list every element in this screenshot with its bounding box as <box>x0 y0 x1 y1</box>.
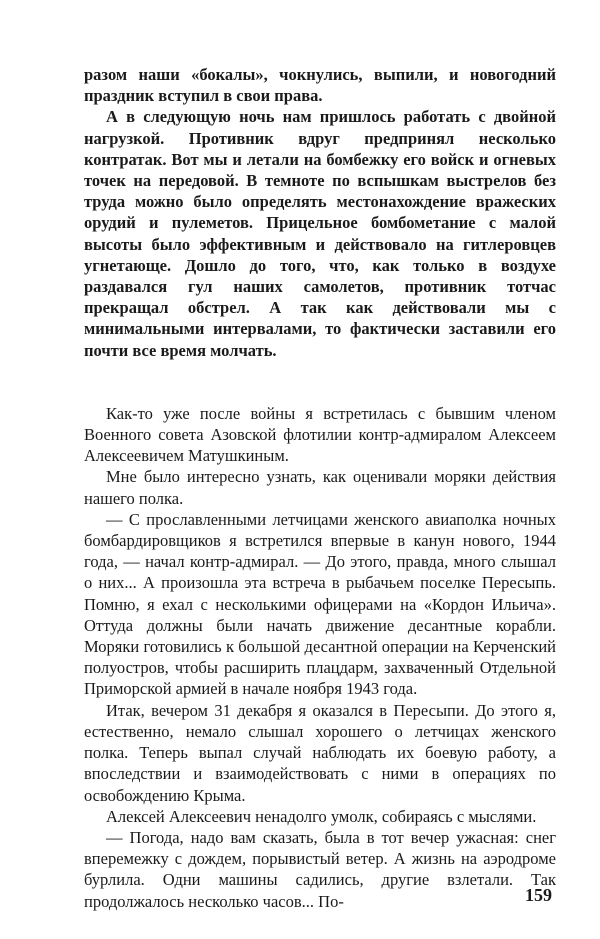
paragraph: — Погода, надо вам сказать, была в тот вечер ужасная: снег вперемежку с дождем, порывистый ветер. А жизнь на аэродроме бурлила. Одни машины садились, другие взлетали. Так продолжалось несколько часов... По- <box>84 827 556 911</box>
page-text <box>84 64 556 912</box>
paragraph: Как-то уже после войны я встретилась с бывшим членом Военного совета Азовской флотилии контр-адмиралом Алексеем Алексеевичем Матушкиным. <box>84 403 556 466</box>
paragraph: А в следующую ночь нам пришлось работать с двойной нагрузкой. Противник вдруг предпринял несколько контратак. Вот мы и летали на бомбежку его войск и огневых точек на передовой. В темноте по вспышкам выстрелов без труда можно было определять местонахождение вражеских орудий и пулеметов. Прицельное бомбометание с малой высоты было эффективным и действовало на гитлеровцев угнетающе. Дошло до того, что, как только в воздухе раздавался гул наших самолетов, противник тотчас прекращал обстрел. А так как действовали мы с минимальными интервалами, то фактически заставили его почти все время молчать. <box>84 107 556 360</box>
paragraph: — С прославленными летчицами женского авиаполка ночных бомбардировщиков я встретился впервые в канун нового, 1944 года, — начал контр-адмирал. — До этого, правда, много слышал о них... А произошла эта встреча в рыбачьем поселке Пересыпь. Помню, я ехал с несколькими офицерами на «Кордон Ильича». Оттуда должны были начать движение десантные корабли. Моряки готовились к большой десантной операции на Керченский полуостров, чтобы расширить плацдарм, захваченный Отдельной Приморской армией в начале ноября 1943 года. <box>84 509 556 699</box>
page-number: 159 <box>525 885 552 905</box>
paragraph: Мне было интересно узнать, как оценивали моряки действия нашего полка. <box>84 467 556 508</box>
paragraph: Итак, вечером 31 декабря я оказался в Пересыпи. До этого я, естественно, немало слышал хорошего о летчицах женского полка. Теперь выпал случай наблюдать их боевую работу, а впоследствии и взаимодействовать с ними в операциях по освобождению Крыма. <box>84 700 556 805</box>
paragraph: разом наши «бокалы», чокнулись, выпили, и новогодний праздник вступил в свои права. <box>84 65 556 106</box>
section-break <box>84 361 556 403</box>
paragraph: Алексей Алексеевич ненадолго умолк, собираясь с мыслями. <box>106 806 537 826</box>
